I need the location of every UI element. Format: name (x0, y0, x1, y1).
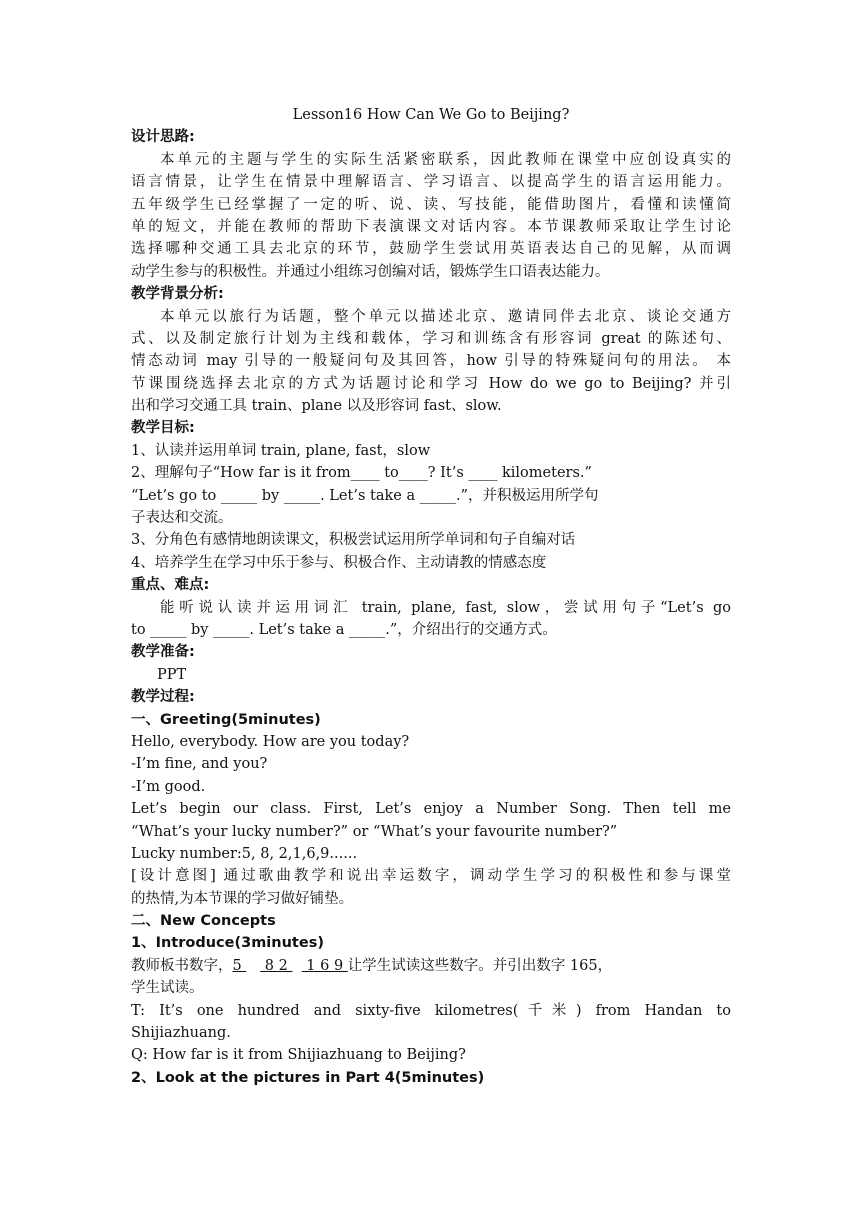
design-line: 语言情景，让学生在情景中理解语言、学习语言、以提高学生的语言运用能力。 (131, 174, 731, 191)
greeting-line: -I’m good. (131, 778, 206, 795)
design-line: 选择哪种交通工具去北京的环节，鼓励学生尝试用英语表达自己的见解，从而调 (131, 241, 731, 258)
key-point-line: 能听说认读并运用词汇 train, plane, fast, slow，尝试用句子“Let’s go (160, 599, 731, 616)
introduce-line: 学生试读。 (131, 980, 204, 997)
board-number: 1 6 9 (301, 957, 348, 974)
goal-line: 子表达和交流。 (131, 510, 233, 527)
process-heading: 教学过程: (131, 689, 195, 706)
introduce-suffix: 让学生试读这些数字。并引出数字 165， (347, 957, 613, 974)
goal-line: 1、认读并运用单词 train, plane, fast，slow (131, 442, 431, 459)
question-line: Q: How far is it from Shijiazhuang to Beijing? (131, 1047, 466, 1064)
document-body (131, 104, 731, 1089)
goals-heading: 教学目标: (131, 420, 195, 437)
background-heading: 教学背景分析: (131, 286, 224, 303)
background-line: 式、以及制定旅行计划为主线和载体，学习和训练含有形容词 great 的陈述句、 (131, 330, 731, 347)
design-intent-line: 的热情,为本节课的学习做好铺垫。 (131, 890, 354, 907)
key-points-heading: 重点、难点: (131, 577, 210, 594)
new-concepts-heading: 二、New Concepts (131, 913, 276, 930)
design-line: 五年级学生已经掌握了一定的听、说、读、写技能，能借助图片，看懂和读懂简 (131, 196, 731, 213)
teacher-line: Shijiazhuang. (131, 1025, 231, 1042)
board-number: 8 2 (260, 957, 293, 974)
introduce-prefix: 教师板书数字， (131, 957, 233, 974)
goal-line: 3、分角色有感情地朗读课文，积极尝试运用所学单词和句子自编对话 (131, 532, 576, 549)
background-line: 情态动词 may 引导的一般疑问句及其回答，how 引导的特殊疑问句的用法。 本 (131, 353, 731, 370)
part4-heading: 2、Look at the pictures in Part 4(5minutes) (131, 1069, 485, 1086)
teacher-line: T: It’s one hundred and sixty-five kilometres(千米) from Handan to (131, 1002, 731, 1019)
preparation-heading: 教学准备: (131, 644, 195, 661)
design-heading: 设计思路: (131, 129, 195, 146)
greeting-line: Hello, everybody. How are you today? (131, 733, 410, 750)
background-line: 出和学习交通工具 train、plane 以及形容词 fast、slow. (131, 398, 502, 415)
background-line: 节课围绕选择去北京的方式为话题讨论和学习 How do we go to Beijing? 并引 (131, 375, 731, 392)
greeting-line: Let’s begin our class. First, Let’s enjoy a Number Song. Then tell me (131, 801, 731, 818)
greeting-line: “What’s your lucky number?” or “What’s your favourite number?” (131, 823, 618, 840)
greeting-line: -I’m fine, and you? (131, 756, 268, 773)
key-point-line: to _____ by _____. Let’s take a _____.”，介绍出行的交通方式。 (131, 621, 557, 638)
page-title: Lesson16 How Can We Go to Beijing? (292, 107, 570, 123)
introduce-line (131, 955, 731, 977)
design-line: 本单元的主题与学生的实际生活紧密联系，因此教师在课堂中应创设真实的 (160, 151, 731, 168)
board-number: 5 (232, 957, 247, 974)
background-line: 本单元以旅行为话题，整个单元以描述北京、邀请同伴去北京、谈论交通方 (160, 308, 731, 325)
introduce-heading: 1、Introduce(3minutes) (131, 935, 324, 952)
goal-line: “Let’s go to _____ by _____. Let’s take a _____.”，并积极运用所学句 (131, 487, 599, 504)
greeting-heading: 一、Greeting(5minutes) (131, 711, 321, 728)
preparation-text: PPT (157, 666, 187, 683)
design-intent-line: [设计意图] 通过歌曲教学和说出幸运数字，调动学生学习的积极性和参与课堂 (131, 868, 731, 885)
goal-line: 4、培养学生在学习中乐于参与、积极合作、主动请教的情感态度 (131, 554, 547, 571)
greeting-line: Lucky number:5, 8, 2,1,6,9...... (131, 845, 358, 862)
design-line: 单的短文，并能在教师的帮助下表演课文对话内容。本节课教师采取让学生讨论 (131, 218, 731, 235)
goal-line: 2、理解句子“How far is it from____ to____? It’s ____ kilometers.” (131, 465, 592, 482)
design-line: 动学生参与的积极性。并通过小组练习创编对话，锻炼学生口语表达能力。 (131, 263, 610, 280)
